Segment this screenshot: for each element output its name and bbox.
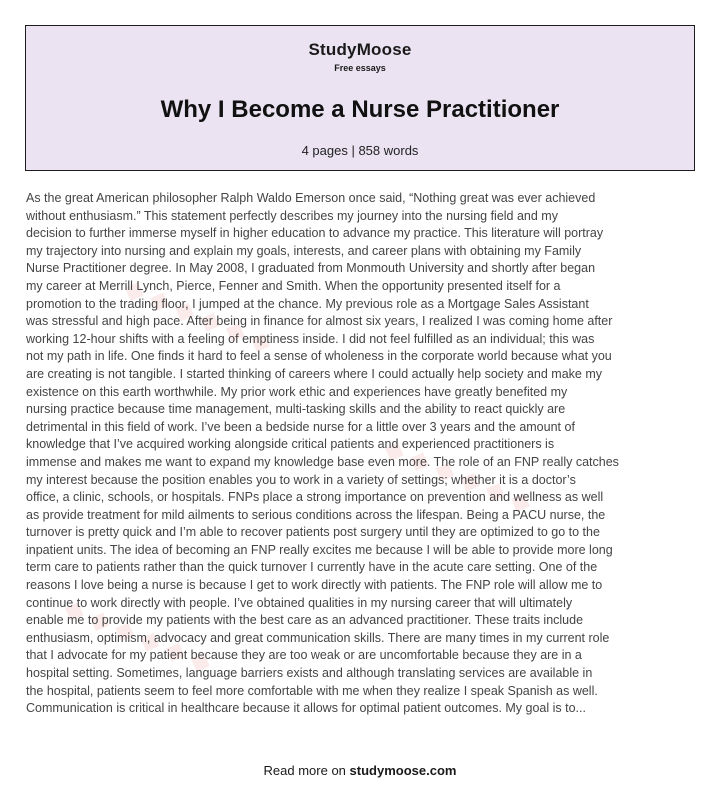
essay-line: Communication is critical in healthcare because it allows for optimal patient outcomes. My goal is to...: [26, 701, 586, 716]
essay-line: term care to patients rather than the quick turnover I currently have in the acute care setting. One of the: [26, 560, 598, 575]
essay-line: my interest because the position enables you to work in a variety of settings; whether it is a doctor’s: [26, 472, 576, 487]
essay-line: continue to work directly with people. I’ve obtained qualities in my nursing career that will ultimately: [26, 595, 573, 610]
essay-line: my trajectory into nursing and explain my goals, interests, and career plans with obtaining my Family: [26, 243, 582, 258]
essay-line: without enthusiasm.” This statement perfectly describes my journey into the nursing field and my: [26, 208, 558, 223]
watermark-decoration: ◆ ◆ ◆ ◆ ◆ ◆: [120, 271, 277, 359]
essay-line: inpatient units. The idea of becoming an FNP really excites me because I will be able to provide more long: [26, 542, 613, 557]
essay-line: hospital setting. Sometimes, language barriers exists and although translating services are available in: [26, 666, 593, 681]
essay-line: was stressful and high pace. After being in finance for almost six years, I realized I was coming home after: [26, 314, 613, 329]
essay-line: Nurse Practitioner degree. In May 2008, I graduated from Monmouth University and shortly after began: [26, 261, 596, 276]
essay-line: knowledge that I’ve acquired working alongside critical patients and experienced practitioners is: [26, 437, 555, 452]
watermark-decoration: ◆ ◆ ◆ ◆ ◆ ◆: [60, 591, 217, 679]
brand-logo[interactable]: StudyMoose: [308, 40, 412, 59]
essay-line: enthusiasm, optimism, advocacy and great communication skills. There are many times in my current role: [26, 630, 610, 645]
essay-line: reasons I love being a nurse is because I get to work directly with patients. The FNP role will allow me to: [26, 578, 603, 593]
essay-line: decision to further immerse myself in higher education to advance my practice. This literature will portray: [26, 226, 604, 241]
essay-line: office, a clinic, schools, or hospitals. FNPs place a strong importance on prevention and wellness as well: [26, 490, 604, 505]
read-more-prefix: Read more on: [263, 763, 350, 778]
essay-line: as provide treatment for mild ailments to serious conditions across the lifespan. Being a PACU nurse, the: [26, 507, 606, 522]
essay-line: working 12-hour shifts with a feeling of emptiness inside. I did not feel fulfilled as an individual; this was: [26, 331, 595, 346]
essay-line: detrimental in this field of work. I’ve been a bedside nurse for a little over 3 years and the amount of: [26, 419, 575, 434]
essay-line: existence on this earth worthwhile. My prior work ethic and experiences have greatly benefited my: [26, 384, 568, 399]
essay-line: my career at Merrill Lynch, Pierce, Fenner and Smith. When the opportunity presented itself for a: [26, 278, 561, 293]
essay-line: enable me to provide my patients with the best care as an advanced practitioner. These traits include: [26, 613, 584, 628]
essay-line: the hospital, patients seem to feel more comfortable with me when they realize I speak Spanish as well.: [26, 683, 598, 698]
essay-line: promotion to the trading floor, I jumped at the chance. My previous role as a Mortgage Sales Assistant: [26, 296, 589, 311]
essay-line: As the great American philosopher Ralph Waldo Emerson once said, “Nothing great was ever achieved: [26, 191, 596, 205]
essay-line: nursing practice because time management, multi-tasking skills and the ability to react quickly are: [26, 402, 566, 417]
essay-line: not my path in life. One finds it hard to feel a sense of wholeness in the corporate world because what you: [26, 349, 612, 364]
document-header: [25, 25, 695, 171]
essay-line: turnover is pretty quick and I’m able to recover patients post surgery until they are optimized to go to the: [26, 525, 600, 540]
watermark-decoration: ◆ ◆ ◆ ◆ ◆ ◆: [380, 431, 537, 519]
document-meta: 4 pages | 858 words: [301, 143, 419, 158]
page-title: Why I Become a Nurse Practitioner: [160, 96, 560, 123]
essay-line: are creating is not tangible. I started thinking of careers where I could actually help society and make my: [26, 366, 602, 381]
brand-tagline: Free essays: [334, 63, 386, 73]
essay-body: [26, 190, 702, 718]
read-more-footer: [0, 763, 720, 778]
essay-line: that I advocate for my patient because they are too weak or are uncomfortable because they are in a: [26, 648, 582, 663]
read-more-link[interactable]: studymoose.com: [349, 763, 457, 778]
essay-line: immense and makes me want to expand my knowledge base even more. The role of an FNP really catches: [26, 454, 619, 469]
